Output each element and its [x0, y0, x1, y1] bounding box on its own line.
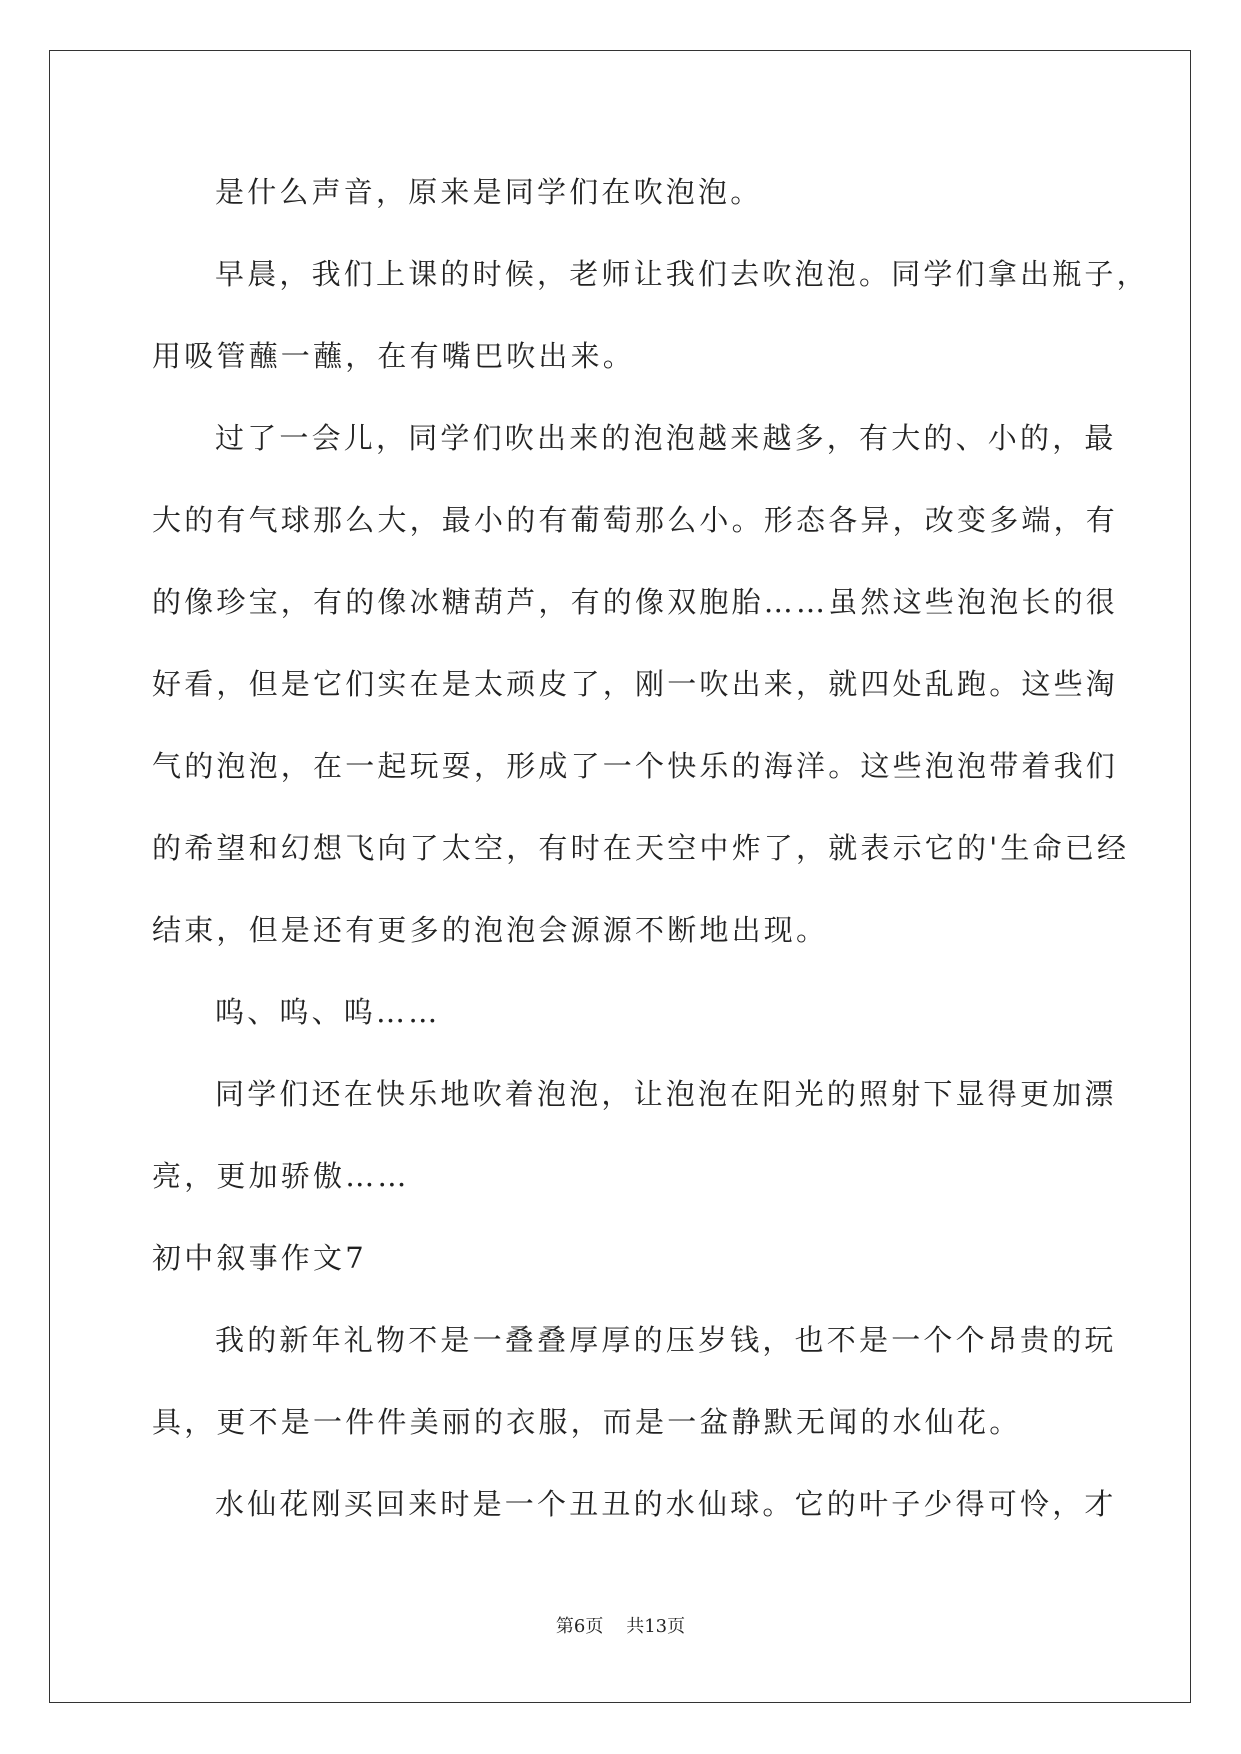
- text-line-9: 的希望和幻想飞向了太空，有时在天空中炸了，就表示它的'生命已经: [152, 831, 1130, 865]
- text-line-4: 过了一会儿，同学们吹出来的泡泡越来越多，有大的、小的，最: [215, 421, 1117, 455]
- text-line-7: 好看，但是它们实在是太顽皮了，刚一吹出来，就四处乱跑。这些淘: [152, 667, 1119, 701]
- page-footer: [0, 1612, 1241, 1638]
- text-line-2: 早晨，我们上课的时候，老师让我们去吹泡泡。同学们拿出瓶子，: [215, 257, 1149, 291]
- text-line-5: 大的有气球那么大，最小的有葡萄那么小。形态各异，改变多端，有: [152, 503, 1119, 537]
- text-line-3: 用吸管蘸一蘸，在有嘴巴吹出来。: [152, 339, 636, 373]
- text-line-6: 的像珍宝，有的像冰糖葫芦，有的像双胞胎……虽然这些泡泡长的很: [152, 585, 1119, 619]
- text-line-8: 气的泡泡，在一起玩耍，形成了一个快乐的海洋。这些泡泡带着我们: [152, 749, 1119, 783]
- text-line-11: 呜、呜、呜……: [215, 995, 441, 1029]
- text-line-1: 是什么声音，原来是同学们在吹泡泡。: [215, 175, 763, 209]
- text-line-13: 亮，更加骄傲……: [152, 1159, 410, 1193]
- text-line-16: 具，更不是一件件美丽的衣服，而是一盆静默无闻的水仙花。: [152, 1405, 1022, 1439]
- text-line-15: 我的新年礼物不是一叠叠厚厚的压岁钱，也不是一个个昂贵的玩: [215, 1323, 1117, 1357]
- page-total: 共13页: [626, 1616, 686, 1637]
- text-line-17: 水仙花刚买回来时是一个丑丑的水仙球。它的叶子少得可怜，才: [215, 1487, 1117, 1521]
- page-number: 第6页: [555, 1616, 604, 1637]
- section-heading: 初中叙事作文7: [152, 1241, 367, 1275]
- text-line-12: 同学们还在快乐地吹着泡泡，让泡泡在阳光的照射下显得更加漂: [215, 1077, 1117, 1111]
- text-line-10: 结束，但是还有更多的泡泡会源源不断地出现。: [152, 913, 829, 947]
- page-border: [49, 50, 1191, 1703]
